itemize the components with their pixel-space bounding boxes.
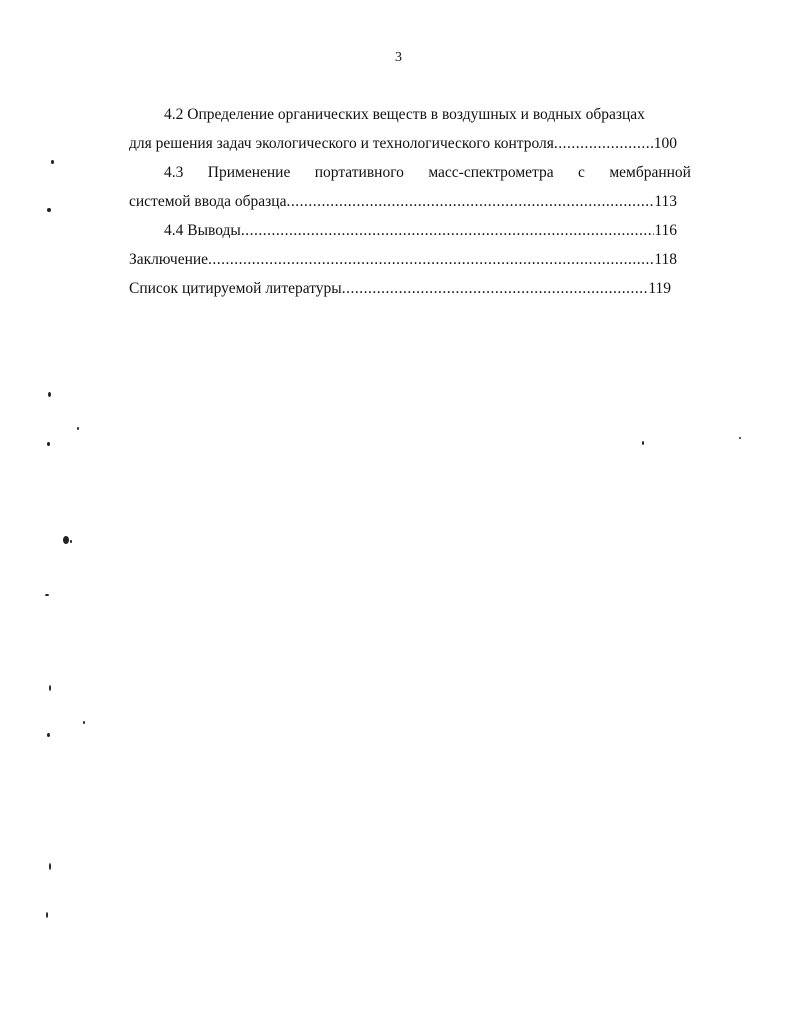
toc-word: 4.3: [164, 164, 184, 181]
toc-entry-4-4: [129, 216, 677, 245]
toc-entry-conclusion-page: 118: [654, 251, 677, 268]
table-of-contents: [129, 100, 691, 303]
toc-entry-references-page: 119: [648, 280, 671, 297]
toc-entry-4-2: [129, 129, 677, 158]
toc-entry-4-4-label: 4.4 Выводы: [164, 222, 241, 239]
toc-entry-4-2-title: 4.2 Определение органических веществ в воздушных и водных образцах: [164, 106, 645, 123]
scan-speck: [83, 721, 85, 724]
toc-entry-4-3-page: 113: [654, 193, 677, 210]
scan-speck: [48, 392, 51, 397]
toc-entry-4-3-title: [129, 158, 691, 187]
scan-speck: [642, 441, 644, 445]
scan-speck: [45, 594, 49, 596]
toc-entry-4-3: [129, 187, 677, 216]
scan-speck: [49, 863, 51, 870]
toc-word: с: [578, 164, 585, 181]
scan-speck: [47, 442, 50, 446]
toc-word: портативного: [314, 164, 404, 181]
toc-entry-conclusion-label: Заключение: [129, 251, 209, 268]
toc-word: масс-спектрометра: [428, 164, 554, 181]
toc-entry-references: [129, 274, 671, 303]
toc-entry-4-3-label: системой ввода образца: [129, 193, 287, 210]
page-number: 3: [395, 50, 402, 65]
scan-speck: [63, 536, 69, 544]
toc-leader-dots: [286, 187, 654, 216]
toc-entry-conclusion: [129, 245, 677, 274]
scan-speck: [46, 912, 48, 918]
toc-word: Применение: [207, 164, 291, 181]
toc-word: мембранной: [609, 164, 691, 181]
scan-speck: [70, 540, 72, 543]
scan-speck: [49, 685, 51, 691]
scan-speck: [51, 160, 54, 164]
toc-leader-dots: [241, 216, 654, 245]
toc-leader-dots: [208, 245, 654, 274]
toc-entry-4-4-page: 116: [654, 222, 677, 239]
scan-speck: [47, 208, 51, 212]
scan-speck: [739, 437, 741, 439]
scan-speck: [77, 427, 79, 430]
scan-speck: [47, 733, 50, 737]
toc-entry-references-label: Список цитируемой литературы: [129, 280, 342, 297]
toc-leader-dots: [342, 274, 649, 303]
toc-entry-4-2-label: для решения задач экологического и технологического контроля: [129, 135, 554, 152]
toc-entry-4-2-page: 100: [653, 135, 677, 152]
toc-leader-dots: [554, 129, 654, 158]
